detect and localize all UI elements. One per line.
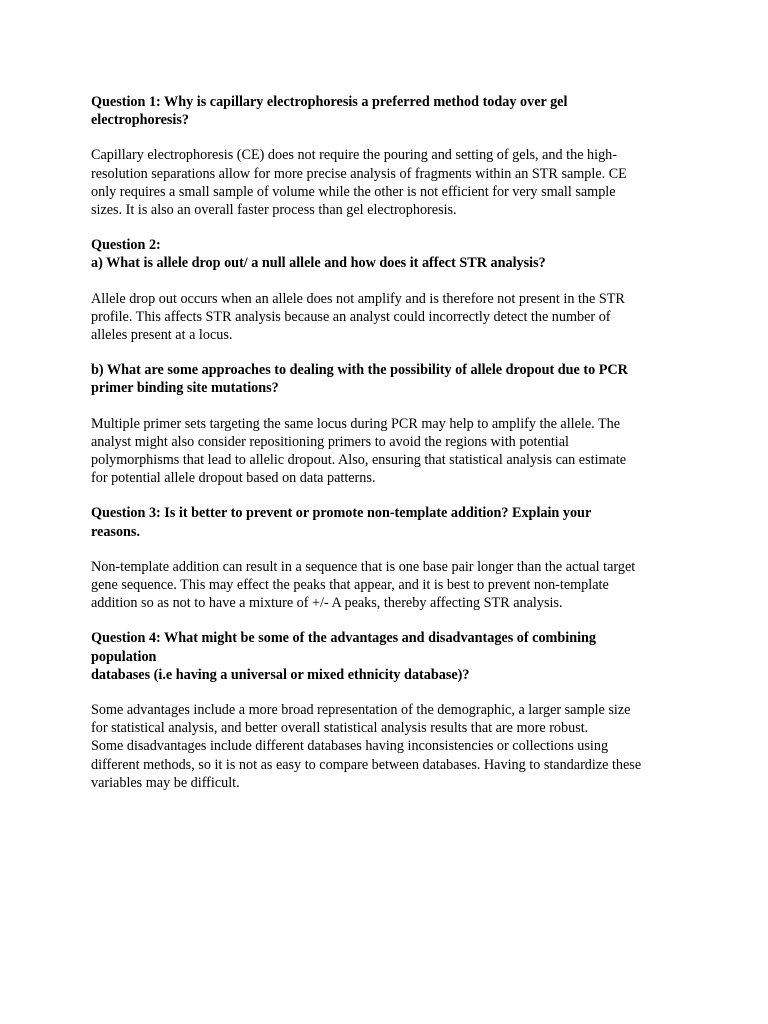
answer-line: Non-template addition can result in a sequence that is one base pair longer than the actual target	[91, 558, 636, 575]
answer-line: Some disadvantages include different databases having inconsistencies or collections using	[91, 738, 609, 755]
answer-line: polymorphisms that lead to allelic dropout. Also, ensuring that statistical analysis can estimate	[91, 452, 627, 469]
answer-line: addition so as not to have a mixture of +/- A peaks, thereby affecting STR analysis.	[91, 595, 563, 612]
answer-line: variables may be difficult.	[91, 774, 240, 791]
document-page	[91, 93, 683, 792]
answer-line: different methods, so it is not as easy to compare between databases. Having to standardize these	[91, 756, 642, 773]
question-2b-heading-line: primer binding site mutations?	[91, 380, 279, 397]
question-3-answer	[91, 558, 683, 613]
answer-line: gene sequence. This may effect the peaks that appear, and it is best to prevent non-template	[91, 577, 609, 594]
question-1-heading-line: electrophoresis?	[91, 112, 189, 129]
question-2-heading	[91, 236, 683, 272]
question-4-heading-line: Question 4: What might be some of the advantages and disadvantages of combining	[91, 630, 597, 647]
answer-line: sizes. It is also an overall faster process than gel electrophoresis.	[91, 202, 457, 219]
question-2b-heading	[91, 361, 683, 397]
answer-line: Allele drop out occurs when an allele does not amplify and is therefore not present in the STR	[91, 290, 625, 307]
answer-line: profile. This affects STR analysis because an analyst could incorrectly detect the number of	[91, 308, 611, 325]
question-3-heading	[91, 504, 683, 540]
question-3-heading-line: Question 3: Is it better to prevent or promote non-template addition? Explain your	[91, 505, 592, 522]
answer-line: Capillary electrophoresis (CE) does not require the pouring and setting of gels, and the high-	[91, 147, 617, 164]
answer-line: only requires a small sample of volume while the other is not efficient for very small sample	[91, 183, 616, 200]
question-2a-answer	[91, 290, 683, 345]
answer-line: for statistical analysis, and better overall statistical analysis results that are more robust.	[91, 720, 589, 737]
answer-line: resolution separations allow for more precise analysis of fragments within an STR sample. CE	[91, 165, 627, 182]
question-2b-heading-line: b) What are some approaches to dealing with the possibility of allele dropout due to PCR	[91, 362, 628, 379]
question-1-answer	[91, 146, 683, 219]
answer-line: for potential allele dropout based on data patterns.	[91, 470, 376, 487]
question-4-heading-line: population	[91, 648, 157, 665]
answer-line: Some advantages include a more broad representation of the demographic, a larger sample size	[91, 702, 631, 719]
question-3-heading-line: reasons.	[91, 523, 141, 540]
question-2-heading-line: a) What is allele drop out/ a null allele and how does it affect STR analysis?	[91, 255, 546, 272]
question-1-heading	[91, 93, 683, 129]
question-4-answer	[91, 701, 683, 792]
question-4-heading-line: databases (i.e having a universal or mixed ethnicity database)?	[91, 666, 470, 683]
question-4-heading	[91, 629, 683, 684]
question-2-heading-line: Question 2:	[91, 237, 161, 254]
answer-line: alleles present at a locus.	[91, 327, 233, 344]
question-2b-answer	[91, 415, 683, 488]
question-1-heading-line: Question 1: Why is capillary electrophoresis a preferred method today over gel	[91, 94, 568, 110]
answer-line: analyst might also consider repositioning primers to avoid the regions with potential	[91, 433, 569, 450]
answer-line: Multiple primer sets targeting the same locus during PCR may help to amplify the allele. The	[91, 415, 621, 432]
